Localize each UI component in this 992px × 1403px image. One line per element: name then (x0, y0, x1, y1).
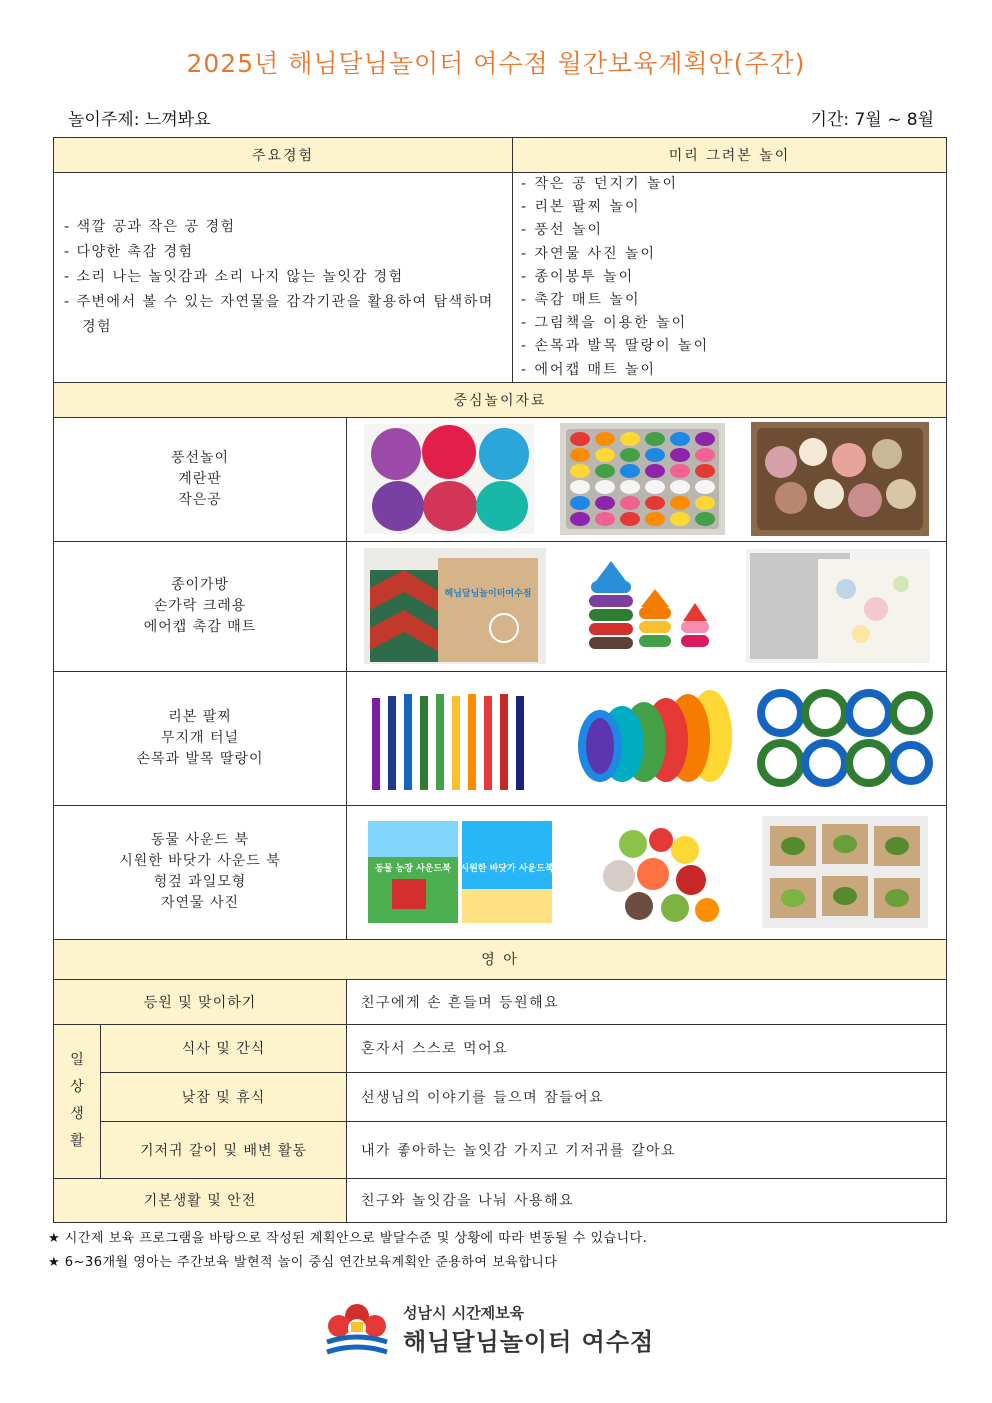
ribbon-bracelets-photo (360, 680, 542, 796)
small-ball (695, 480, 715, 494)
small-ball (695, 512, 715, 526)
age-header: 영 아 (54, 939, 947, 979)
small-ball (595, 464, 615, 478)
safety-label: 기본생활 및 안전 (54, 1178, 347, 1222)
experience-item: - 다양한 촉감 경험 (64, 243, 194, 260)
material-label: 자연물 사진 (160, 895, 240, 912)
experience-item: - 주변에서 볼 수 있는 자연물을 감각기관을 활용하여 탐색하며 경험 (64, 293, 494, 335)
planned-play-item: - 에어캡 매트 놀이 (521, 361, 657, 378)
small-ball (645, 464, 665, 478)
vertical-char: 활 (70, 1133, 84, 1150)
small-ball (645, 448, 665, 462)
small-ball (670, 464, 690, 478)
small-ball (695, 464, 715, 478)
small-ball (645, 512, 665, 526)
play-theme: 놀이주제: 느껴봐요 (68, 110, 211, 130)
vertical-char: 일 (70, 1052, 84, 1069)
note-1: ★ 시간제 보육 프로그램을 바탕으로 작성된 계획안으로 발달수준 및 상황에 따라 변동될 수 있습니다. (48, 1231, 648, 1246)
material-label: 손목과 발목 딸랑이 (136, 750, 264, 767)
daily-life-vertical-label (54, 1024, 101, 1178)
material-label: 계란판 (178, 470, 222, 487)
materials-labels-3 (54, 671, 347, 805)
main-experience-header: 주요경험 (54, 138, 513, 173)
materials-photos-3 (347, 671, 947, 805)
small-ball (595, 432, 615, 446)
material-label: 동물 사운드 북 (150, 832, 250, 849)
materials-photos-1 (347, 417, 947, 541)
small-ball (620, 448, 640, 462)
footer-brand (325, 1300, 705, 1360)
footer-center-name: 해님달님놀이터 여수점 (403, 1328, 655, 1356)
material-label: 종이가방 (170, 576, 230, 593)
small-ball (620, 512, 640, 526)
meal-value: 혼자서 스스로 먹어요 (347, 1024, 947, 1072)
note-2: ★ 6~36개월 영아는 주간보육 발현적 놀이 중심 연간보육계획안 준용하여 보육합니다 (48, 1255, 558, 1270)
small-ball (595, 496, 615, 510)
small-ball (570, 432, 590, 446)
book-title: 시원한 바닷가 사운드북 (459, 864, 554, 875)
small-ball (645, 432, 665, 446)
material-label: 에어캡 촉감 매트 (143, 618, 257, 635)
diaper-value: 내가 좋아하는 놀잇감 가지고 기저귀를 갈아요 (347, 1121, 947, 1178)
planned-play-item: - 작은 공 던지기 놀이 (521, 176, 679, 192)
main-experience-list (54, 215, 512, 340)
small-ball (595, 448, 615, 462)
small-soft-balls-photo (751, 422, 929, 536)
finger-crayons-photo (571, 551, 721, 661)
small-ball (620, 496, 640, 510)
small-ball (620, 432, 640, 446)
small-ball (620, 480, 640, 494)
planned-play-header: 미리 그려본 놀이 (513, 138, 947, 173)
small-ball (570, 496, 590, 510)
wrist-bells-photo (753, 681, 933, 795)
planned-play-item: - 손목과 발목 딸랑이 놀이 (521, 338, 710, 355)
materials-header: 중심놀이자료 (54, 382, 947, 417)
materials-labels-1 (54, 417, 347, 541)
material-label: 무지개 터널 (160, 729, 240, 746)
planned-play-item: - 그림책을 이용한 놀이 (521, 315, 688, 332)
arrival-value: 친구에게 손 흔들며 등원해요 (347, 979, 947, 1024)
small-ball (570, 464, 590, 478)
sound-books-photo (366, 819, 554, 925)
fabric-fruit-photo (583, 814, 733, 930)
material-label: 손가락 크레용 (153, 597, 247, 614)
planned-play-list (513, 173, 946, 382)
small-ball (570, 512, 590, 526)
planned-play-item: - 리본 팔찌 놀이 (521, 199, 641, 216)
rainbow-tunnel-photo (560, 680, 736, 796)
main-experience-cell (54, 173, 513, 383)
arrival-label: 등원 및 맞이하기 (54, 979, 347, 1024)
small-ball (695, 496, 715, 510)
small-ball (570, 448, 590, 462)
material-label: 시원한 바닷가 사운드 북 (119, 853, 281, 870)
small-ball (645, 496, 665, 510)
small-ball (620, 464, 640, 478)
small-ball (570, 480, 590, 494)
small-ball (670, 448, 690, 462)
safety-value: 친구와 놀잇감을 나눠 사용해요 (347, 1178, 947, 1222)
small-ball (695, 448, 715, 462)
planned-play-item: - 촉감 매트 놀이 (521, 292, 641, 309)
planned-play-item: - 풍선 놀이 (521, 222, 604, 239)
book-title: 동물 농장 사운드북 (374, 864, 451, 875)
nap-label: 낮잠 및 휴식 (101, 1072, 347, 1121)
small-ball (670, 512, 690, 526)
planned-play-cell (513, 173, 947, 383)
nap-value: 선생님의 이야기를 들으며 잠들어요 (347, 1072, 947, 1121)
seongnam-flower-logo (325, 1302, 389, 1358)
material-label: 작은공 (178, 491, 222, 508)
experience-item: - 소리 나는 놀잇감과 소리 나지 않는 놀잇감 경험 (64, 268, 404, 285)
small-ball (695, 432, 715, 446)
aircap-mat-photo (746, 549, 930, 663)
meal-label: 식사 및 간식 (101, 1024, 347, 1072)
planned-play-item: - 자연물 사진 놀이 (521, 245, 657, 262)
planned-play-item: - 종이봉투 놀이 (521, 268, 635, 285)
small-ball (595, 512, 615, 526)
egg-tray-balls-photo (560, 423, 725, 535)
material-label: 리본 팔찌 (168, 708, 232, 725)
small-ball (595, 480, 615, 494)
small-ball (670, 432, 690, 446)
small-ball (670, 480, 690, 494)
plan-table (53, 137, 947, 1223)
materials-photos-2 (347, 541, 947, 671)
nature-leaf-photos (762, 816, 928, 928)
materials-labels-2 (54, 541, 347, 671)
material-label: 풍선놀이 (170, 449, 230, 466)
vertical-char: 생 (70, 1106, 84, 1123)
diaper-label: 기저귀 갈이 및 배변 활동 (101, 1121, 347, 1178)
balloons-photo (364, 424, 534, 534)
material-label: 헝겊 과일모형 (153, 874, 247, 891)
materials-photos-4 (347, 805, 947, 939)
paper-bags-photo (364, 548, 546, 664)
vertical-char: 상 (70, 1079, 84, 1096)
small-ball (670, 496, 690, 510)
experience-item: - 색깔 공과 작은 공 경험 (64, 218, 236, 235)
page-title: 2025년 해님달님놀이터 여수점 월간보육계획안(주간) (186, 49, 806, 78)
bag-print-text: 해님달님놀이터여수점 (444, 589, 531, 600)
small-ball (645, 480, 665, 494)
plan-period: 기간: 7월 ~ 8월 (810, 110, 934, 130)
footer-subtitle: 성남시 시간제보육 (403, 1304, 525, 1322)
materials-labels-4 (54, 805, 347, 939)
